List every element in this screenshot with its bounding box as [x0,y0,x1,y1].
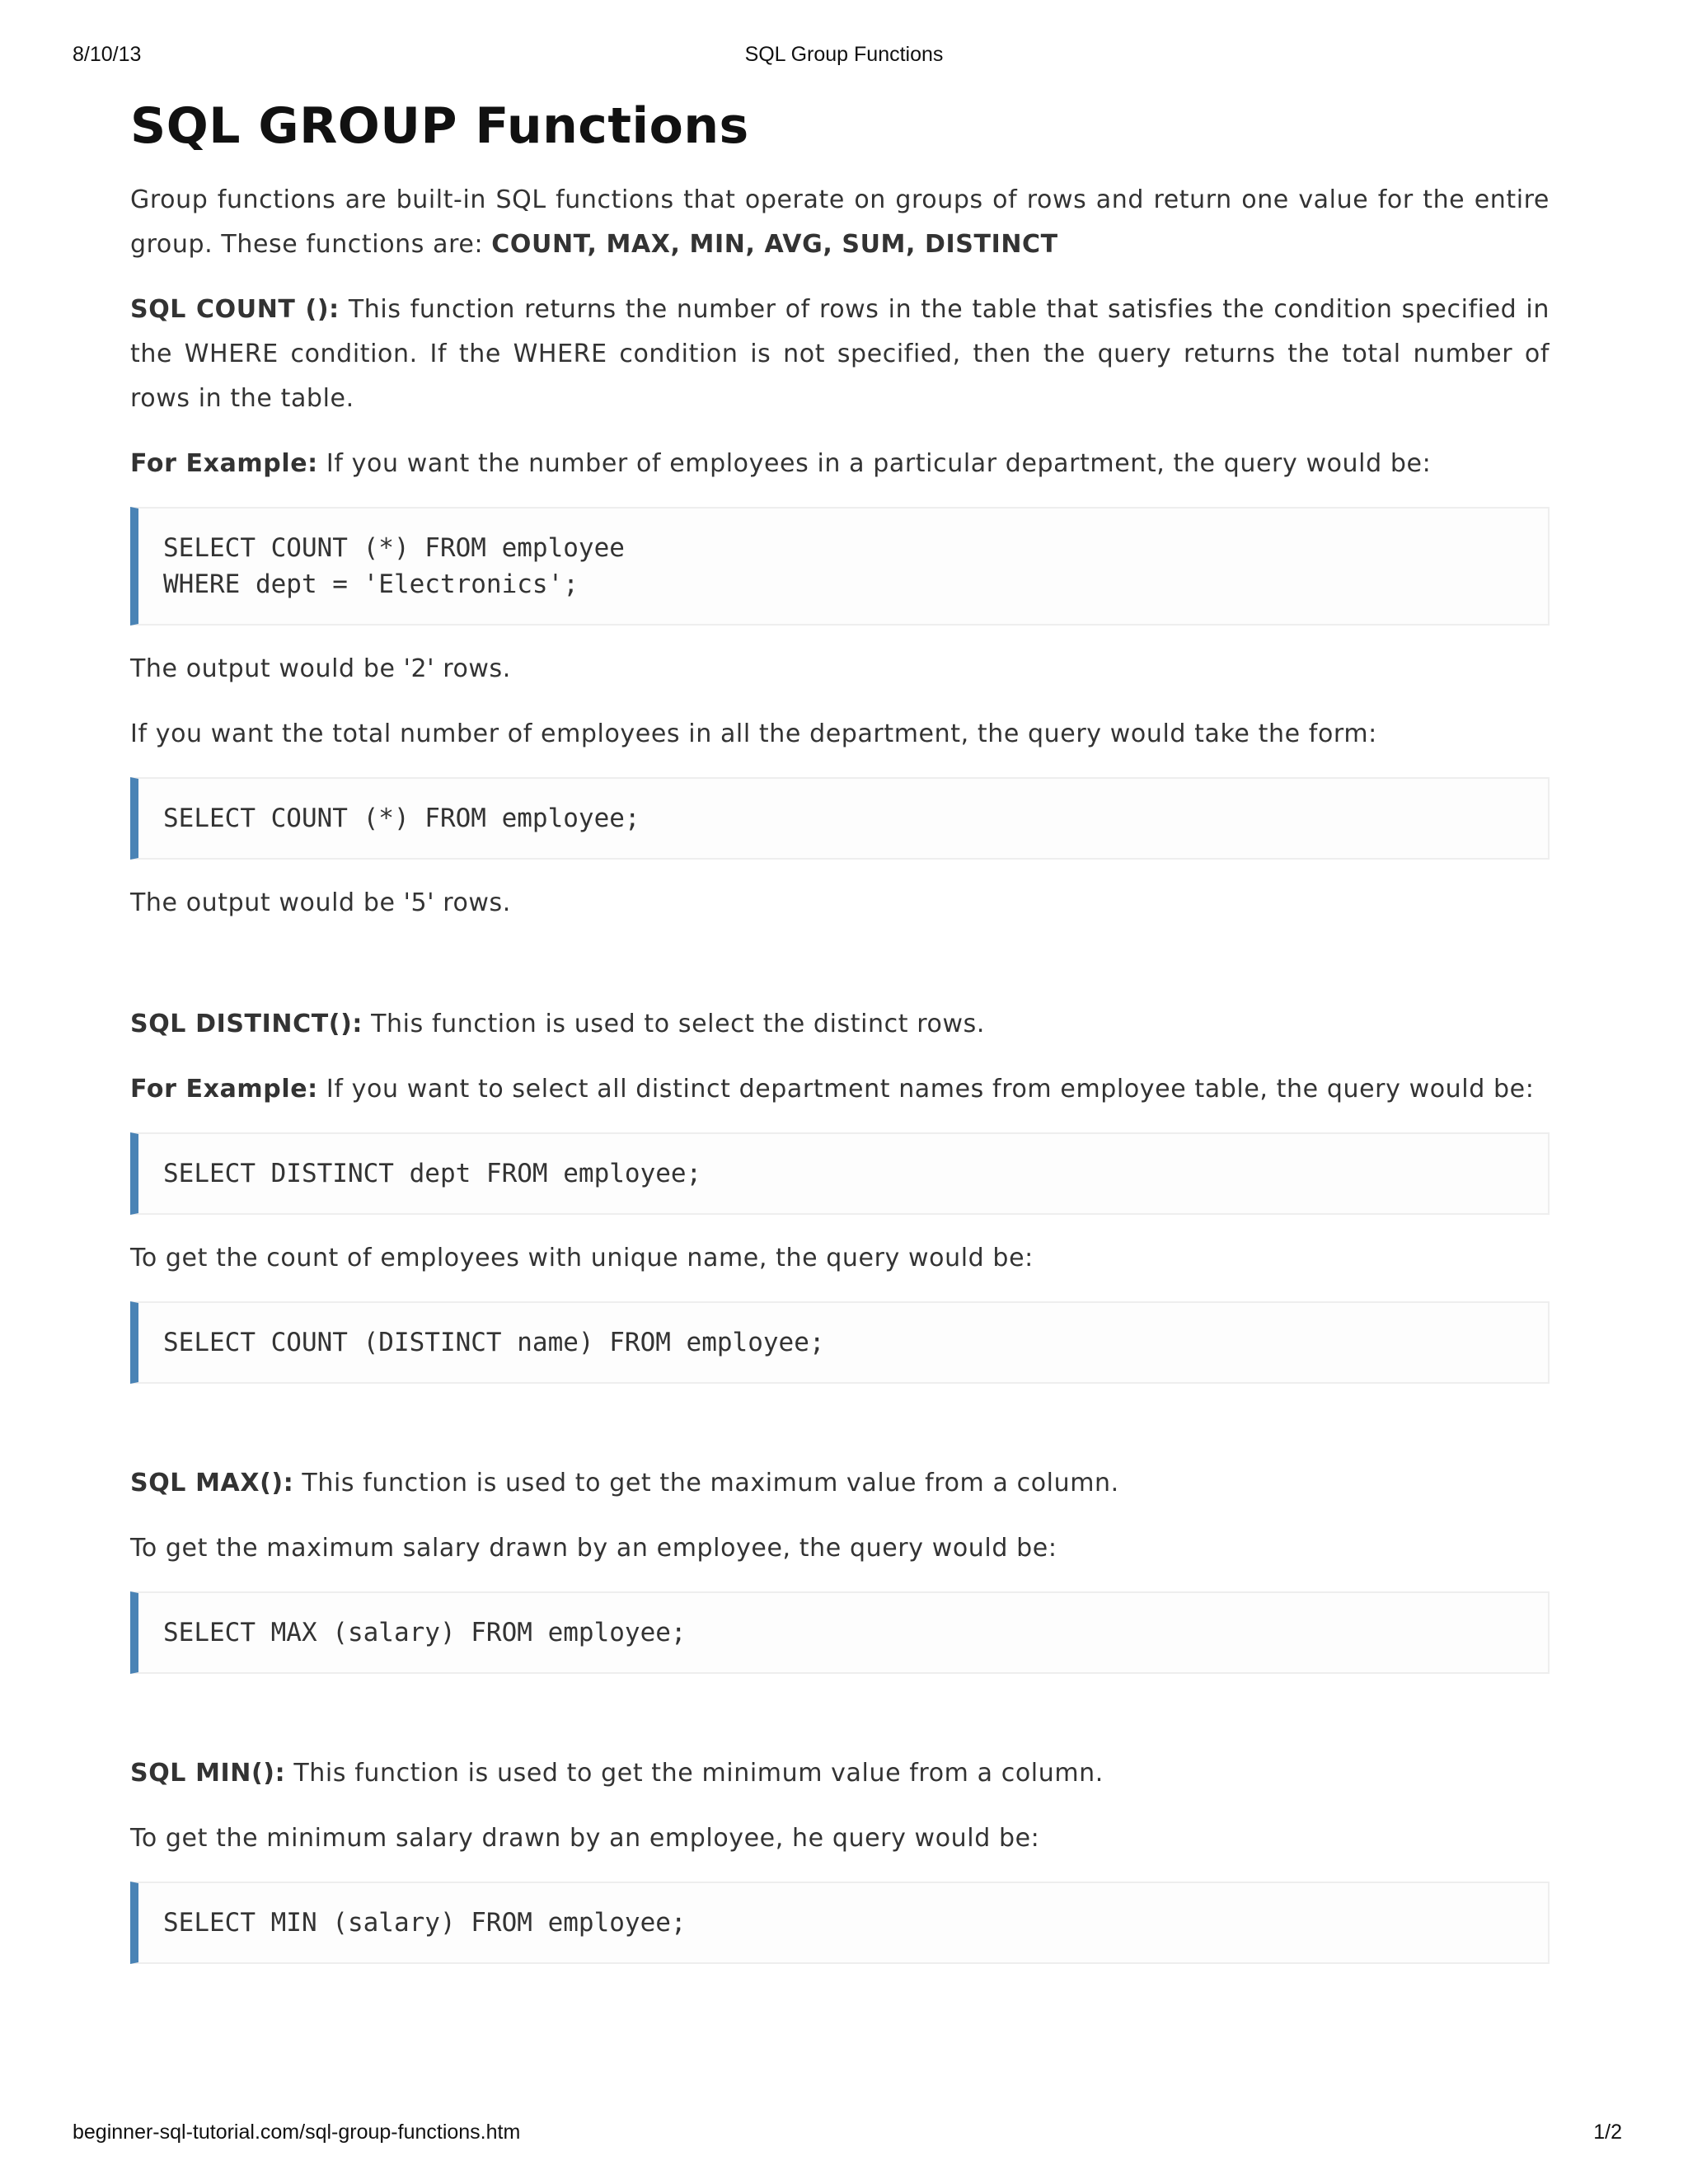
print-date: 8/10/13 [73,43,142,66]
intro-paragraph [130,178,1550,267]
code-block-max: SELECT MAX (salary) FROM employee; [130,1591,1550,1674]
distinct-count-text: To get the count of employees with unique name, the query would be: [130,1244,1034,1272]
distinct-example-label: For Example: [130,1075,318,1104]
code-block-min: SELECT MIN (salary) FROM employee; [130,1882,1550,1964]
code-block-count-where: SELECT COUNT (*) FROM employee WHERE dept = 'Electronics'; [130,507,1550,626]
max-definition [130,1461,1550,1506]
min-term: SQL MIN(): [130,1759,286,1788]
section-spacer [130,946,1550,1002]
code-block-distinct-dept: SELECT DISTINCT dept FROM employee; [130,1132,1550,1215]
max-description: This function is used to get the maximum value from a column. [293,1469,1119,1497]
min-description: This function is used to get the minimum value from a column. [285,1759,1104,1788]
distinct-description: This function is used to select the distinct rows. [362,1010,985,1038]
section-spacer [130,1405,1550,1461]
print-url: beginner-sql-tutorial.com/sql-group-functions.htm [73,2121,521,2144]
distinct-example [130,1067,1550,1112]
count-description: This function returns the number of rows in the table that satisfies the condition specified in the WHERE condition. If the WHERE condition is not specified, then the query returns the total number of rows in the table. [130,295,1550,413]
count-example-text: If you want the number of employees in a particular department, the query would be: [317,449,1432,478]
code-block-count-distinct: SELECT COUNT (DISTINCT name) FROM employee; [130,1301,1550,1384]
count-term: SQL COUNT (): [130,295,340,324]
distinct-example-text: If you want to select all distinct department names from employee table, the query would be: [317,1075,1535,1104]
print-page-number: 1/2 [1593,2121,1622,2144]
section-spacer [130,1695,1550,1751]
max-term: SQL MAX(): [130,1469,294,1497]
code-block-count-all: SELECT COUNT (*) FROM employee; [130,777,1550,860]
page-title: SQL GROUP Functions [130,97,749,155]
print-page-title: SQL Group Functions [744,43,944,66]
count-example-label: For Example: [130,449,318,478]
count-output-2: The output would be '5' rows. [130,888,511,917]
min-definition [130,1751,1550,1796]
distinct-term: SQL DISTINCT(): [130,1010,363,1038]
count-output-1: The output would be '2' rows. [130,654,511,683]
min-example-text: To get the minimum salary drawn by an employee, he query would be: [130,1824,1040,1853]
intro-function-list: COUNT, MAX, MIN, AVG, SUM, DISTINCT [491,230,1058,259]
count-example [130,442,1550,486]
intro-text: Group functions are built-in SQL functions that operate on groups of rows and return one value for the entire group. These functions are: [130,185,1550,259]
count-definition [130,288,1550,421]
distinct-definition [130,1002,1550,1047]
count-total-text: If you want the total number of employees in all the department, the query would take the form: [130,719,1377,748]
max-example-text: To get the maximum salary drawn by an employee, the query would be: [130,1534,1057,1563]
article [130,97,1550,1985]
